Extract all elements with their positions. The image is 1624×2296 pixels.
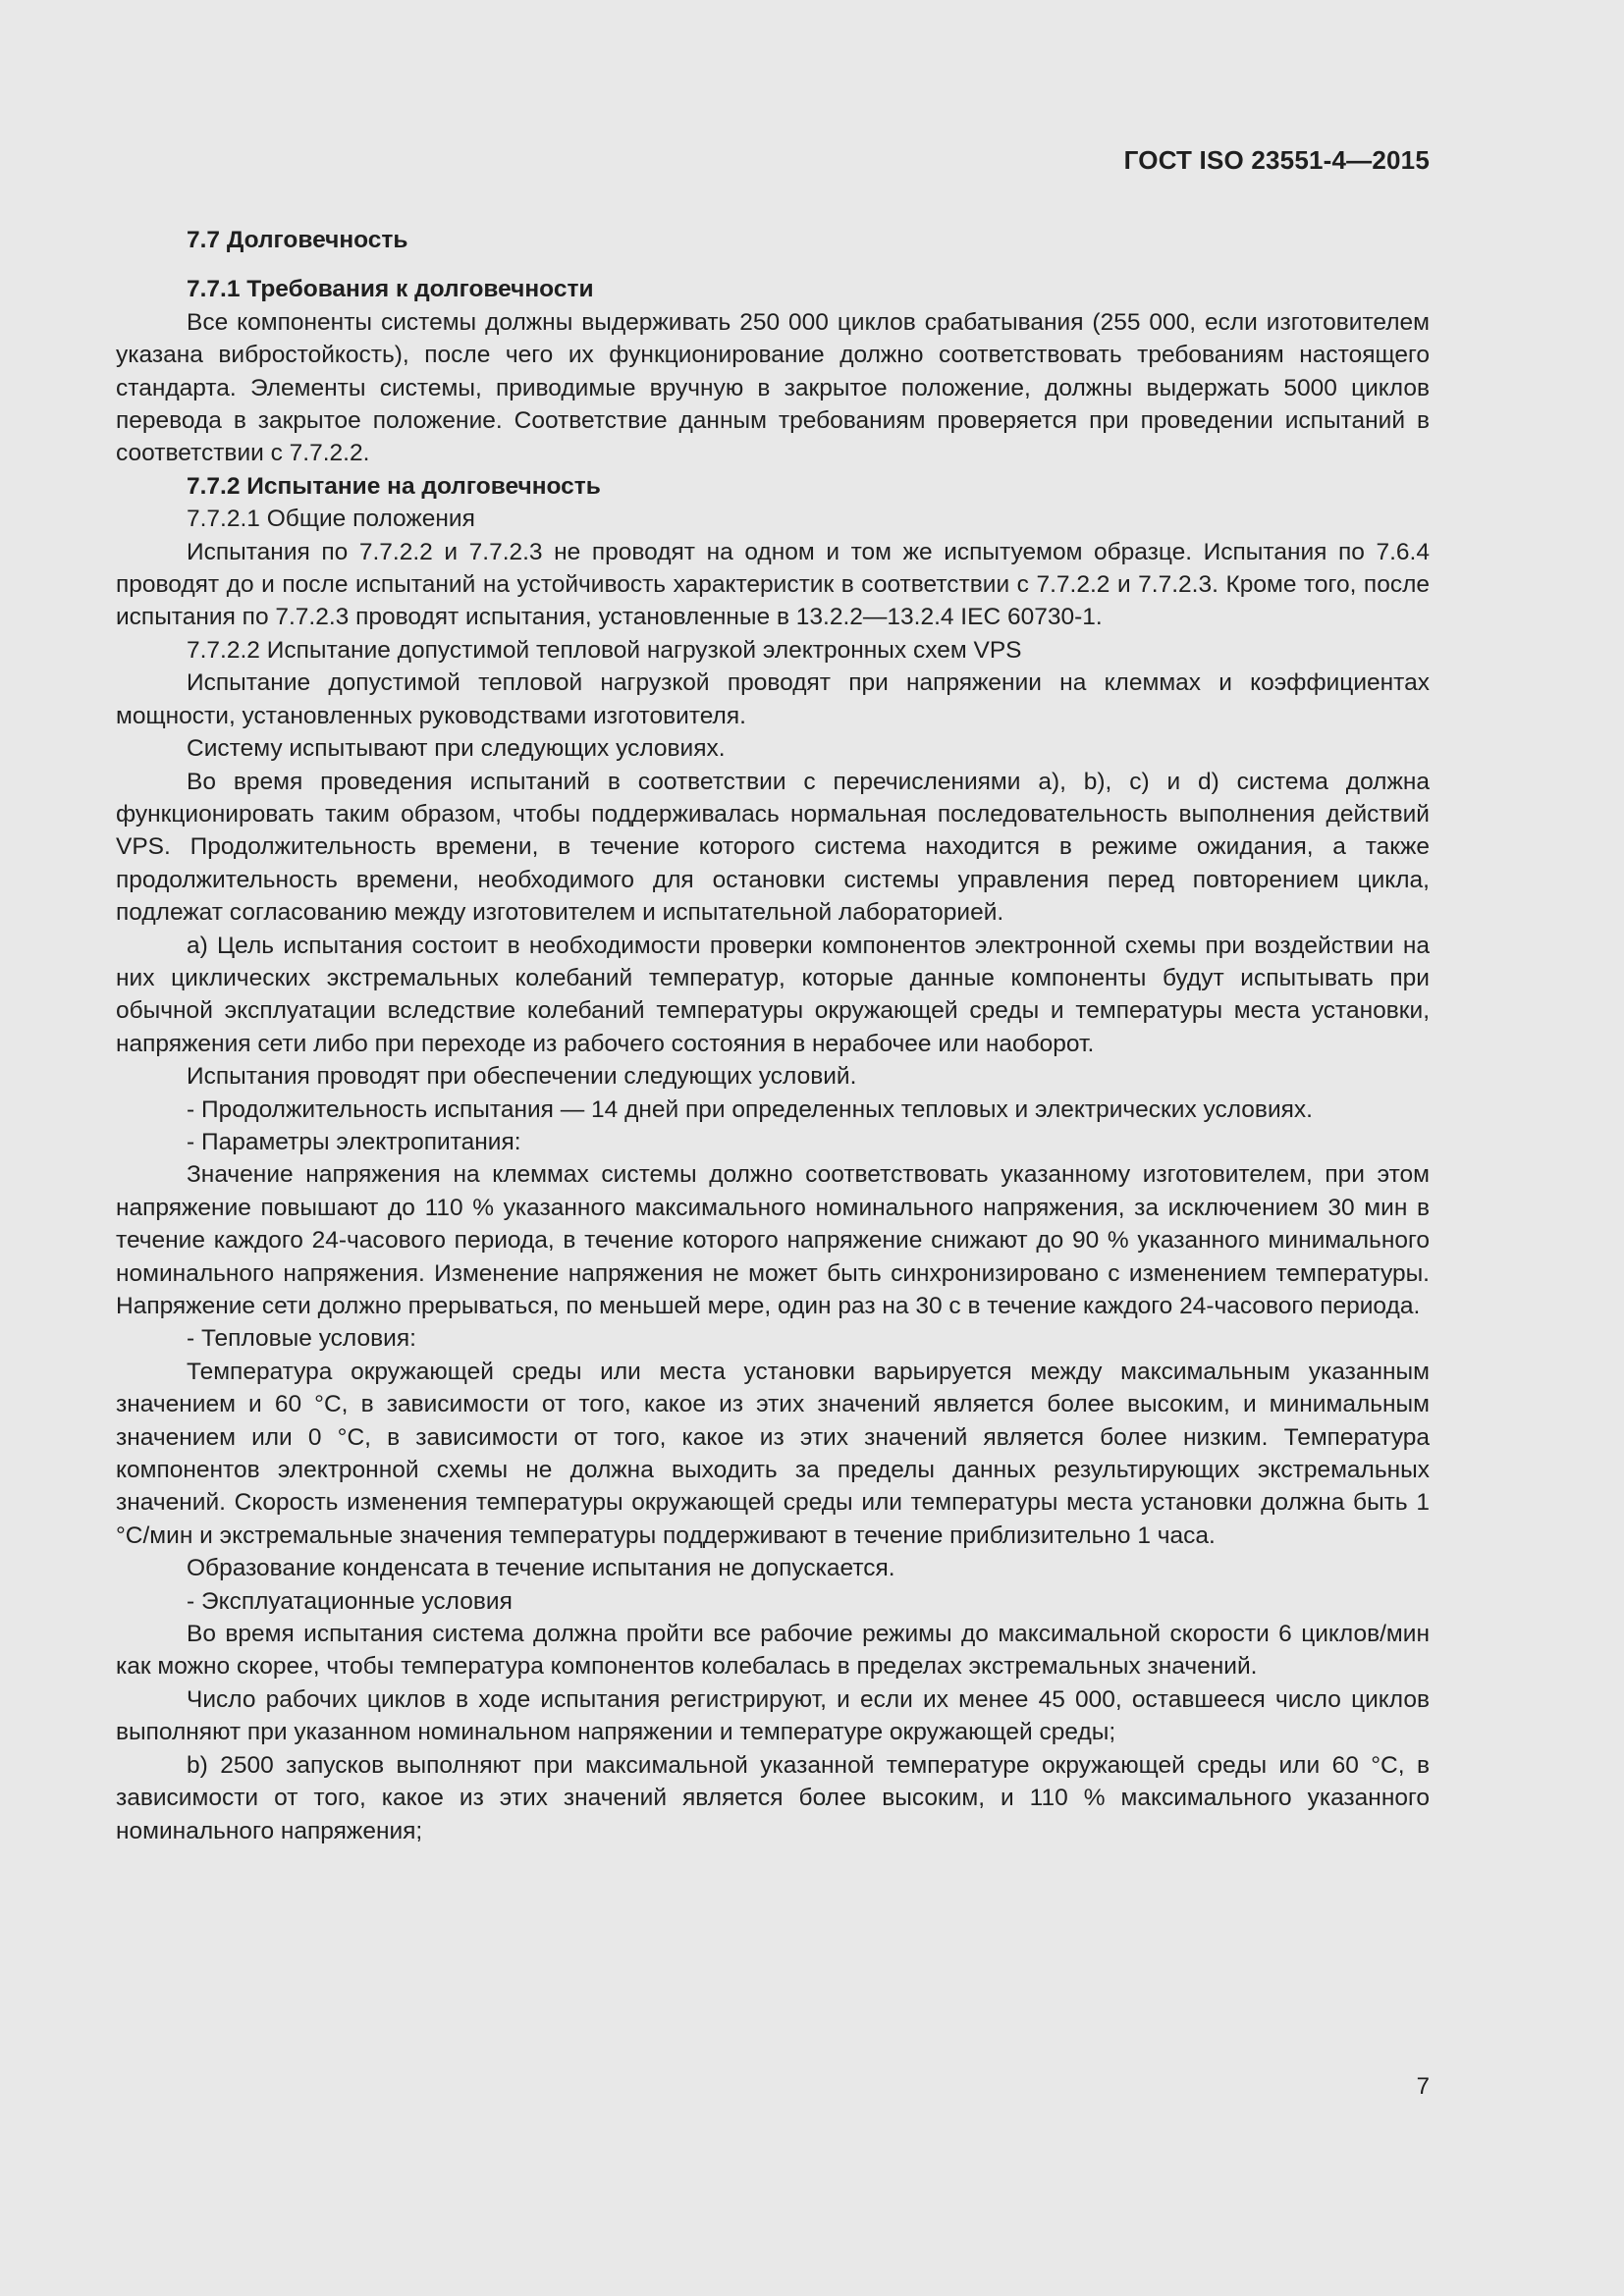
subsection-heading-7-7-2: 7.7.2 Испытание на долговечность: [187, 472, 601, 500]
list-item-b: b) 2500 запусков выполняют при максимальной указанной температуре окружающей среды или 60 °С, в зависимости от того, какое из этих значений является более высоким, и 110 % максимального указанного номинального напряжения;: [116, 1751, 1430, 1844]
clause-heading-7-7-2-2: 7.7.2.2 Испытание допустимой тепловой нагрузкой электронных схем VPS: [187, 636, 1022, 664]
section-heading-7-7: 7.7 Долговечность: [187, 227, 408, 253]
document-code-header: ГОСТ ISO 23551-4—2015: [1123, 145, 1430, 175]
paragraph: Все компоненты системы должны выдерживать 250 000 циклов срабатывания (255 000, если изготовителем указана вибростойкость), после чего их функционирование должно соответствовать требованиям настоящего стандарта. Элементы системы, приводимые вручную в закрытое положение, должны выдержать 5000 циклов перевода в закрытое положение. Соответствие данным требованиям проверяется при проведении испытаний в соответствии с 7.7.2.2.: [116, 308, 1430, 467]
subsection-heading-7-7-1: 7.7.1 Требования к долговечности: [187, 276, 594, 303]
paragraph: Во время испытания система должна пройти все рабочие режимы до максимальной скорости 6 циклов/мин как можно скорее, чтобы температура компонентов колебалась в пределах экстремальных значений.: [116, 1621, 1430, 1681]
page-number: 7: [1416, 2073, 1430, 2100]
paragraph: Во время проведения испытаний в соответствии с перечислениями а), b), c) и d) система должна функционировать таким образом, чтобы поддерживалась нормальная последовательность выполнения действий VPS. Продолжительность времени, в течение которого система находится в режиме ожидания, а также продолжительность времени, необходимого для остановки системы управления перед повторением цикла, подлежат согласованию между изготовителем и испытательной лабораторией.: [116, 768, 1430, 927]
paragraph: Температура окружающей среды или места установки варьируется между максимальным указанным значением и 60 °С, в зависимости от того, какое из этих значений является более высоким, и минимальным значением или 0 °С, в зависимости от того, какое из этих значений является более низким. Температура компонентов электронной схемы не должна выходить за пределы данных результирующих экстремальных значений. Скорость изменения температуры окружающей среды или температуры места установки должна быть 1 °С/мин и экстремальные значения температуры поддерживают в течение приблизительно 1 часа.: [116, 1358, 1430, 1549]
paragraph: Испытание допустимой тепловой нагрузкой проводят при напряжении на клеммах и коэффициентах мощности, установленных руководствами изготовителя.: [116, 669, 1430, 729]
paragraph: Систему испытывают при следующих условиях.: [187, 735, 726, 763]
paragraph: Значение напряжения на клеммах системы должно соответствовать указанному изготовителем, при этом напряжение повышают до 110 % указанного максимального номинального напряжения, за исключением 30 мин в течение каждого 24-часового периода, в течение которого напряжение снижают до 90 % указанного минимального номинального напряжения. Изменение напряжения не может быть синхронизировано с изменением температуры. Напряжение сети должно прерываться, по меньшей мере, один раз на 30 с в течение каждого 24-часового периода.: [116, 1161, 1430, 1319]
condition-item: - Тепловые условия:: [187, 1325, 416, 1353]
paragraph: Испытания проводят при обеспечении следующих условий.: [187, 1063, 857, 1091]
paragraph: Образование конденсата в течение испытания не допускается.: [187, 1555, 895, 1582]
condition-item: - Продолжительность испытания — 14 дней при определенных тепловых и электрических условиях.: [187, 1095, 1313, 1123]
paragraph: Испытания по 7.7.2.2 и 7.7.2.3 не проводят на одном и том же испытуемом образце. Испытания по 7.6.4 проводят до и после испытаний на устойчивость характеристик в соответствии с 7.7.2.2 и 7.7.2.3. Кроме того, после испытания по 7.7.2.3 проводят испытания, установленные в 13.2.2—13.2.4 IEC 60730-1.: [116, 538, 1430, 631]
clause-heading-7-7-2-1: 7.7.2.1 Общие положения: [187, 506, 475, 533]
condition-item: - Параметры электропитания:: [187, 1128, 521, 1155]
paragraph: Число рабочих циклов в ходе испытания регистрируют, и если их менее 45 000, оставшееся число циклов выполняют при указанном номинальном напряжении и температуре окружающей среды;: [116, 1685, 1430, 1746]
condition-item: - Эксплуатационные условия: [187, 1587, 513, 1615]
document-body: [116, 224, 1430, 1847]
list-item-a: а) Цель испытания состоит в необходимости проверки компонентов электронной схемы при воздействии на них циклических экстремальных колебаний температур, которые данные компоненты будут испытывать при обычной эксплуатации вследствие колебаний температуры окружающей среды и температуры места установки, напряжения сети либо при переходе из рабочего состояния в нерабочее или наоборот.: [116, 932, 1430, 1057]
